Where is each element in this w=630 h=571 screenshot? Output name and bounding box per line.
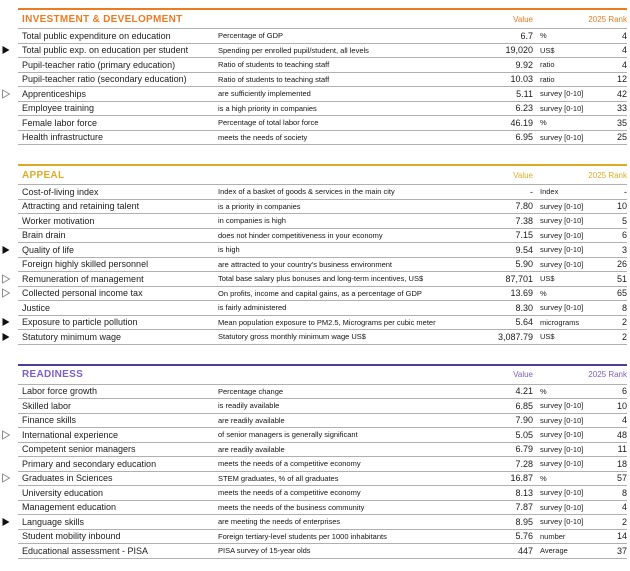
row-marker [2, 104, 14, 113]
section-title: INVESTMENT & DEVELOPMENT [22, 13, 183, 25]
table-section [18, 8, 627, 145]
indicator-unit: survey [0-10] [540, 488, 584, 498]
section-rows [18, 385, 627, 559]
indicator-rank: 25 [616, 132, 627, 143]
indicator-value: 7.28 [515, 458, 533, 469]
indicator-name: Statutory minimum wage [22, 331, 122, 342]
row-marker [2, 133, 14, 142]
table-row [18, 530, 627, 545]
indicator-value: 7.87 [515, 502, 533, 513]
row-marker [2, 474, 14, 483]
row-marker [2, 260, 14, 269]
row-marker [2, 31, 14, 40]
table-row [18, 330, 627, 345]
indicator-rank: 4 [621, 45, 627, 56]
section-rows [18, 29, 627, 145]
indicator-value: 447 [517, 545, 533, 556]
outline-arrow-icon [2, 274, 10, 283]
indicator-name: Health infrastructure [22, 132, 104, 143]
indicator-rank: 42 [616, 88, 627, 99]
indicator-description: meets the needs of society [218, 132, 308, 142]
table-row [18, 87, 627, 102]
indicator-name: Student mobility inbound [22, 531, 121, 542]
indicator-unit: survey [0-10] [540, 430, 584, 440]
indicator-description: are attracted to your country's business environment [218, 259, 393, 269]
indicator-unit: survey [0-10] [540, 303, 584, 313]
indicator-value: 7.38 [515, 215, 533, 226]
row-marker [2, 303, 14, 312]
indicator-unit: % [540, 118, 547, 128]
indicator-rank: 4 [621, 415, 627, 426]
indicator-value: 16.87 [510, 473, 533, 484]
table-row [18, 544, 627, 559]
row-marker [2, 332, 14, 341]
indicator-name: Total public expenditure on education [22, 30, 171, 41]
indicator-rank: 35 [616, 117, 627, 128]
indicator-rank: 48 [616, 429, 627, 440]
indicator-unit: % [540, 31, 547, 41]
indicator-description: Spending per enrolled pupil/student, all levels [218, 45, 369, 55]
row-marker [2, 318, 14, 327]
indicator-unit: survey [0-10] [540, 401, 584, 411]
indicator-name: Skilled labor [22, 400, 72, 411]
table-row [18, 200, 627, 215]
indicator-unit: US$ [540, 332, 555, 342]
indicator-value: 8.13 [515, 487, 533, 498]
row-marker [2, 274, 14, 283]
indicator-name: Management education [22, 502, 117, 513]
table-row [18, 73, 627, 88]
indicator-name: Competent senior managers [22, 444, 136, 455]
indicator-rank: 2 [621, 331, 627, 342]
indicator-name: Collected personal income tax [22, 288, 143, 299]
indicator-name: Quality of life [22, 244, 75, 255]
row-marker [2, 202, 14, 211]
indicator-unit: Average [540, 546, 568, 556]
indicator-rank: 2 [621, 317, 627, 328]
section-header [18, 366, 627, 385]
indicator-unit: US$ [540, 274, 555, 284]
filled-arrow-icon [2, 517, 10, 526]
indicator-name: Worker motivation [22, 215, 95, 226]
indicator-rank: 26 [616, 259, 627, 270]
indicator-rank: 10 [616, 201, 627, 212]
row-marker [2, 245, 14, 254]
indicator-rank: 8 [621, 487, 627, 498]
indicator-description: Ratio of students to teaching staff [218, 74, 330, 84]
table-row [18, 229, 627, 244]
indicator-description: On profits, income and capital gains, as a percentage of GDP [218, 288, 422, 298]
row-marker [2, 546, 14, 555]
indicator-rank: 33 [616, 103, 627, 114]
indicator-description: Percentage of total labor force [218, 118, 319, 128]
indicator-rank: 10 [616, 400, 627, 411]
indicator-description: Statutory gross monthly minimum wage US$ [218, 332, 366, 342]
indicator-unit: survey [0-10] [540, 415, 584, 425]
table-row [18, 385, 627, 400]
indicator-rank: 6 [621, 386, 627, 397]
indicator-value: 13.69 [510, 288, 533, 299]
indicator-unit: survey [0-10] [540, 132, 584, 142]
row-marker [2, 75, 14, 84]
indicator-value: 19,020 [505, 45, 533, 56]
indicator-name: International experience [22, 429, 119, 440]
indicator-name: Exposure to particle pollution [22, 317, 138, 328]
indicator-rank: 5 [621, 215, 627, 226]
indicator-unit: % [540, 386, 547, 396]
row-marker [2, 216, 14, 225]
indicator-unit: survey [0-10] [540, 459, 584, 469]
indicator-value: 7.15 [515, 230, 533, 241]
outline-arrow-icon [2, 289, 10, 298]
indicator-description: meets the needs of the business community [218, 502, 365, 512]
indicator-value: 5.64 [515, 317, 533, 328]
indicator-description: is high [218, 245, 240, 255]
indicator-value: 9.54 [515, 244, 533, 255]
outline-arrow-icon [2, 474, 10, 483]
indicator-value: 87,701 [505, 273, 533, 284]
rank-column-label: 2025 Rank [588, 14, 627, 24]
row-marker [2, 488, 14, 497]
indicator-unit: survey [0-10] [540, 259, 584, 269]
table-row [18, 443, 627, 458]
indicator-rank: 3 [621, 244, 627, 255]
row-marker [2, 445, 14, 454]
row-marker [2, 416, 14, 425]
indicator-description: is readily available [218, 401, 280, 411]
row-marker [2, 459, 14, 468]
indicator-rank: 11 [617, 444, 627, 455]
table-row [18, 185, 627, 200]
indicator-unit: ratio [540, 74, 555, 84]
indicator-rank: 4 [621, 30, 627, 41]
indicator-value: 4.21 [515, 386, 533, 397]
table-row [18, 301, 627, 316]
indicator-rank: - [624, 186, 627, 197]
indicator-name: Educational assessment - PISA [22, 545, 149, 556]
indicator-description: Ratio of students to teaching staff [218, 60, 330, 70]
indicator-name: Graduates in Sciences [22, 473, 113, 484]
indicator-unit: % [540, 288, 547, 298]
indicator-unit: micrograms [540, 317, 580, 327]
indicator-unit: Index [540, 187, 559, 197]
section-rows [18, 185, 627, 345]
indicator-description: are readily available [218, 444, 285, 454]
indicator-rank: 18 [616, 458, 627, 469]
table-section [18, 364, 627, 559]
indicator-description: are readily available [218, 415, 285, 425]
value-column-label: Value [513, 370, 533, 379]
row-marker [2, 387, 14, 396]
indicator-name: Apprenticeships [22, 88, 87, 99]
table-row [18, 102, 627, 117]
indicator-value: 6.7 [520, 30, 533, 41]
indicator-name: Remuneration of management [22, 273, 144, 284]
row-marker [2, 231, 14, 240]
row-marker [2, 289, 14, 298]
indicator-unit: survey [0-10] [540, 216, 584, 226]
indicator-name: Employee training [22, 103, 95, 114]
indicator-value: 6.95 [515, 132, 533, 143]
indicator-rank: 4 [621, 59, 627, 70]
indicator-unit: survey [0-10] [540, 245, 584, 255]
indicator-value: 3,087.79 [497, 331, 533, 342]
indicator-rank: 37 [616, 545, 627, 556]
indicator-name: Cost-of-living index [22, 186, 99, 197]
indicator-value: 10.03 [510, 74, 533, 85]
indicator-rank: 4 [621, 502, 627, 513]
table-row [18, 131, 627, 146]
indicator-value: - [530, 186, 533, 197]
table-row [18, 29, 627, 44]
indicator-value: 9.92 [515, 59, 533, 70]
indicator-rank: 57 [616, 473, 627, 484]
row-marker [2, 430, 14, 439]
indicator-description: is a priority in companies [218, 201, 301, 211]
rank-column-label: 2025 Rank [588, 170, 627, 180]
indicator-rank: 2 [621, 516, 627, 527]
indicator-name: Brain drain [22, 230, 66, 241]
row-marker [2, 89, 14, 98]
indicator-description: Percentage of GDP [218, 31, 284, 41]
indicator-description: does not hinder competitiveness in your economy [218, 230, 383, 240]
section-title: READINESS [22, 369, 84, 380]
filled-arrow-icon [2, 245, 10, 254]
indicator-description: Total base salary plus bonuses and long-term incentives, US$ [218, 274, 424, 284]
indicator-name: Language skills [22, 516, 85, 527]
indicator-unit: survey [0-10] [540, 444, 584, 454]
indicator-name: Attracting and retaining talent [22, 201, 140, 212]
table-section [18, 164, 627, 345]
value-column-label: Value [513, 14, 533, 24]
section-title: APPEAL [22, 169, 65, 181]
indicator-description: Foreign tertiary-level students per 1000 inhabitants [218, 531, 387, 541]
indicator-value: 8.30 [515, 302, 533, 313]
row-marker [2, 401, 14, 410]
row-marker [2, 60, 14, 69]
indicator-unit: survey [0-10] [540, 517, 584, 527]
indicator-description: is fairly administered [218, 303, 287, 313]
indicator-description: meets the needs of a competitive economy [218, 488, 361, 498]
indicator-name: Total public exp. on education per student [22, 45, 189, 56]
rank-column-label: 2025 Rank [588, 370, 627, 379]
indicator-description: Index of a basket of goods & services in the main city [218, 187, 395, 197]
indicator-value: 6.85 [515, 400, 533, 411]
indicator-name: Female labor force [22, 117, 98, 128]
table-row [18, 399, 627, 414]
table-row [18, 116, 627, 131]
filled-arrow-icon [2, 332, 10, 341]
indicator-name: University education [22, 487, 104, 498]
indicator-description: are sufficiently implemented [218, 89, 311, 99]
table-row [18, 457, 627, 472]
table-row [18, 243, 627, 258]
indicator-name: Pupil-teacher ratio (primary education) [22, 59, 176, 70]
indicator-value: 5.11 [516, 88, 533, 99]
indicator-name: Justice [22, 302, 51, 313]
row-marker [2, 532, 14, 541]
indicator-value: 46.19 [510, 117, 533, 128]
indicator-name: Primary and secondary education [22, 458, 157, 469]
indicator-rank: 65 [616, 288, 627, 299]
indicator-unit: number [540, 531, 566, 541]
table-row [18, 287, 627, 302]
indicator-unit: survey [0-10] [540, 201, 584, 211]
indicator-value: 7.80 [515, 201, 533, 212]
table-row [18, 515, 627, 530]
indicator-rank: 14 [616, 531, 627, 542]
table-row [18, 272, 627, 287]
indicator-rank: 8 [621, 302, 627, 313]
row-marker [2, 46, 14, 55]
indicator-value: 5.90 [515, 259, 533, 270]
indicator-name: Pupil-teacher ratio (secondary education) [22, 74, 187, 85]
value-column-label: Value [513, 170, 533, 180]
indicator-unit: % [540, 473, 547, 483]
table-row [18, 486, 627, 501]
indicator-description: are meeting the needs of enterprises [218, 517, 341, 527]
table-row [18, 316, 627, 331]
section-header [18, 10, 627, 29]
indicator-value: 6.79 [515, 444, 533, 455]
table-row [18, 44, 627, 59]
indicator-value: 5.05 [515, 429, 533, 440]
indicator-description: of senior managers is generally significant [218, 430, 358, 440]
indicator-name: Finance skills [22, 415, 77, 426]
filled-arrow-icon [2, 46, 10, 55]
indicator-value: 8.95 [515, 516, 533, 527]
section-header [18, 166, 627, 185]
indicator-description: Mean population exposure to PM2.5, Micrograms per cubic meter [218, 317, 436, 327]
outline-arrow-icon [2, 89, 10, 98]
indicator-description: PISA survey of 15-year olds [218, 546, 311, 556]
outline-arrow-icon [2, 430, 10, 439]
table-row [18, 258, 627, 273]
indicator-description: meets the needs of a competitive economy [218, 459, 361, 469]
filled-arrow-icon [2, 318, 10, 327]
indicator-rank: 51 [616, 273, 627, 284]
indicator-description: STEM graduates, % of all graduates [218, 473, 339, 483]
indicator-value: 7.90 [515, 415, 533, 426]
indicator-name: Labor force growth [22, 386, 98, 397]
table-row [18, 428, 627, 443]
row-marker [2, 118, 14, 127]
indicator-description: in companies is high [218, 216, 286, 226]
indicator-value: 6.23 [515, 103, 533, 114]
indicator-description: is a high priority in companies [218, 103, 317, 113]
indicator-name: Foreign highly skilled personnel [22, 259, 149, 270]
table-row [18, 214, 627, 229]
table-row [18, 58, 627, 73]
row-marker [2, 517, 14, 526]
table-row [18, 414, 627, 429]
row-marker [2, 187, 14, 196]
indicator-unit: survey [0-10] [540, 502, 584, 512]
indicator-description: Percentage change [218, 386, 284, 396]
indicator-rank: 6 [621, 230, 627, 241]
indicator-value: 5.76 [515, 531, 533, 542]
indicator-unit: ratio [540, 60, 555, 70]
indicator-unit: survey [0-10] [540, 103, 584, 113]
row-marker [2, 503, 14, 512]
indicator-unit: survey [0-10] [540, 230, 584, 240]
table-row [18, 472, 627, 487]
table-row [18, 501, 627, 516]
indicator-unit: US$ [540, 45, 555, 55]
indicator-rank: 12 [616, 74, 627, 85]
indicator-unit: survey [0-10] [540, 89, 584, 99]
